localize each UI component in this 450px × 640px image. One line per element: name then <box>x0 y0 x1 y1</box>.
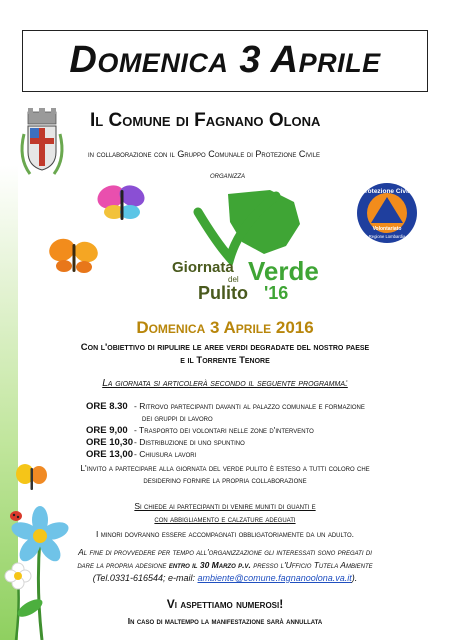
schedule-row <box>86 413 213 423</box>
deadline-part: presso l'Ufficio Tutela Ambiente <box>253 560 373 570</box>
page-title: Domenica 3 Aprile <box>69 39 381 81</box>
schedule-desc: - Trasporto dei volontari nelle zone d'intervento <box>134 425 314 435</box>
coat-of-arms-icon <box>14 108 70 186</box>
deadline-date: entro il 30 Marzo p.v. <box>168 560 251 570</box>
logo-mid-text: Volontariato <box>372 226 402 232</box>
objective-line: e il Torrente Tenore <box>180 355 270 366</box>
event-date: Domenica 3 Aprile 2016 <box>136 318 314 337</box>
schedule-desc: dei gruppi di lavoro <box>142 413 213 423</box>
flowers-decoration-icon <box>0 498 84 640</box>
deadline-part: dare la propria adesione <box>77 560 167 570</box>
collaboration-text: in collaborazione con il Gruppo Comunale di Protezione Civile <box>88 149 321 159</box>
organizza-text: organizza <box>210 170 246 180</box>
program-intro: La giornata si articolerà secondo il seguente programma: <box>102 378 348 389</box>
butterfly-icon <box>48 236 100 278</box>
objective-line: Con l'obiettivo di ripulire le aree verdi degradate del nostro paese <box>80 342 370 353</box>
schedule-time: ORE 13,00 <box>86 449 133 460</box>
logo-verde: Verde <box>248 256 319 286</box>
schedule-desc: - Chiusura lavori <box>134 449 197 459</box>
request-text: con abbigliamento e calzature adeguati <box>154 514 296 524</box>
weather-note: In caso di maltempo la manifestazione sarà annullata <box>127 616 323 626</box>
phone-end: ). <box>351 573 358 583</box>
verde-pulito-logo <box>168 184 320 304</box>
email-link[interactable]: ambiente@comune.fagnanoolona.va.it <box>197 573 352 583</box>
schedule-time: ORE 8.30 <box>86 401 128 412</box>
logo-del: del <box>228 275 239 284</box>
logo-bottom-text: Regione Lombardia <box>368 234 406 239</box>
header-box <box>22 30 428 92</box>
minors-text: I minori dovranno essere accompagnati obbligatoriamente da un adulto. <box>96 529 354 539</box>
logo-pulito: Pulito <box>198 283 248 303</box>
deadline-text: Al fine di provvedere per tempo all'organizzazione gli interessati sono pregati di <box>78 547 372 557</box>
schedule-row <box>86 437 245 448</box>
invite-text: L'invito a partecipare alla giornata del verde pulito è esteso a tutti coloro che <box>80 463 370 473</box>
closing-message: Vi aspettiamo numerosi! <box>166 597 284 611</box>
schedule-time: ORE 10,30 <box>86 437 133 448</box>
protezione-civile-logo <box>356 180 418 246</box>
schedule-desc: - Ritrovo partecipanti davanti al palazzo comunale e formazione <box>134 401 365 411</box>
butterfly-icon <box>14 462 50 498</box>
invite-text: desiderino fornire la propria collaborazione <box>143 475 307 485</box>
commune-title: Il Comune di Fagnano Olona <box>90 110 321 131</box>
schedule-row <box>86 425 314 436</box>
logo-year: '16 <box>264 283 289 303</box>
request-text: Si chiede ai partecipanti di venire muniti di guanti e <box>134 501 316 511</box>
logo-giornata: Giornata <box>172 259 234 276</box>
schedule-desc: - Distribuzione di uno spuntino <box>134 437 245 447</box>
schedule-time: ORE 9,00 <box>86 425 128 436</box>
phone-text: (Tel.0331-616544; e-mail: <box>92 573 195 583</box>
schedule-row <box>86 401 365 412</box>
logo-top-text: Protezione Civile <box>360 188 414 195</box>
butterfly-icon <box>96 182 148 226</box>
schedule-row <box>86 449 196 460</box>
